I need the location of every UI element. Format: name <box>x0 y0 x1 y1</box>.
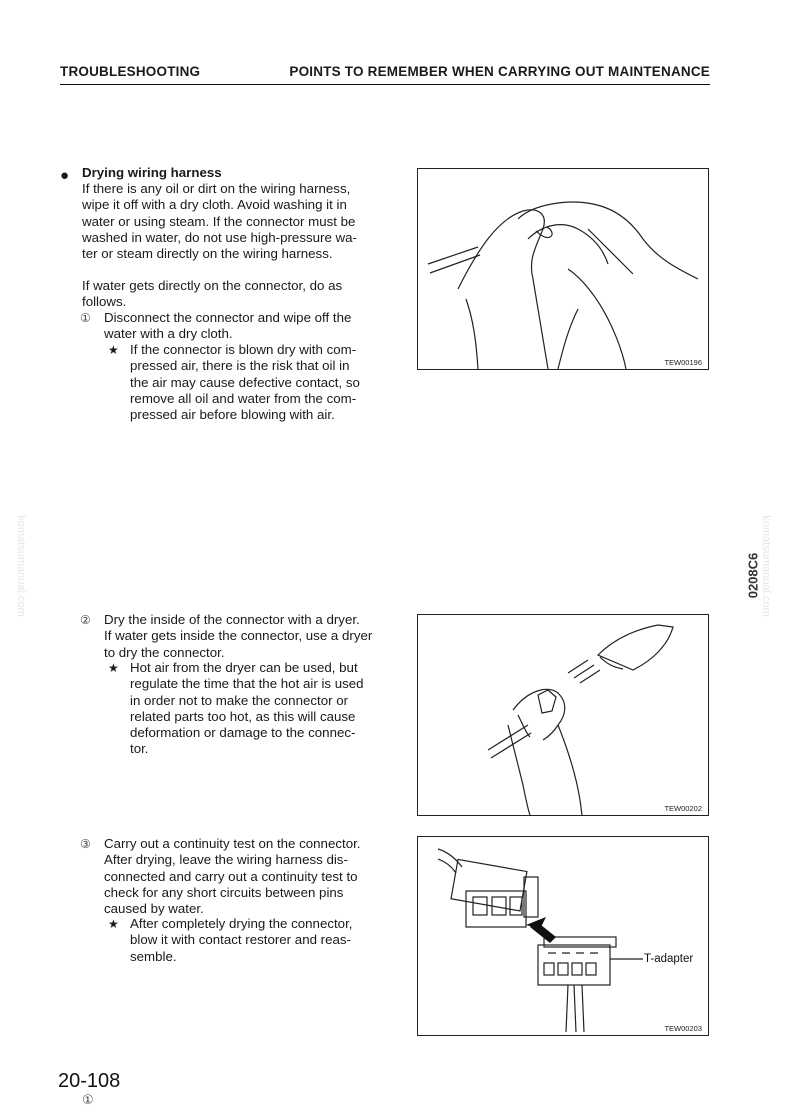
text-line: in order not to make the connector or <box>130 692 349 708</box>
text-line: pressed air, there is the risk that oil in <box>130 358 350 374</box>
figure-dry-connector <box>417 614 709 816</box>
text-line: caused by water. <box>104 901 204 917</box>
step-number-3: ③ <box>80 837 91 851</box>
text-line: If water gets directly on the connector, do as <box>82 278 343 293</box>
step-number-1: ① <box>80 311 91 325</box>
text-line: If there is any oil or dirt on the wiring harness, <box>82 181 351 196</box>
watermark-left: komatsumanual.com <box>14 515 27 617</box>
section-title: Drying wiring harness <box>82 165 222 180</box>
text-line: Disconnect the connector and wipe off the <box>104 310 352 325</box>
figure-code: TEW00202 <box>664 804 702 813</box>
text-line: to dry the connector. <box>104 644 225 660</box>
step-2-text <box>104 612 410 661</box>
text-line: water or using steam. If the connector must be <box>82 213 356 229</box>
step-number-2: ② <box>80 613 91 627</box>
text-line: deformation or damage to the connec- <box>130 725 356 741</box>
text-line: After completely drying the connector, <box>130 916 353 931</box>
text-line: semble. <box>130 948 177 964</box>
page-number: 20-108 <box>58 1070 121 1092</box>
star-icon: ★ <box>108 661 119 675</box>
step-3-text <box>104 836 410 917</box>
text-line: tor. <box>130 741 149 757</box>
text-line: After drying, leave the wiring harness dis- <box>104 852 348 868</box>
text-line: If water gets inside the connector, use a dryer <box>104 628 373 644</box>
text-line: pressed air before blowing with air. <box>130 407 335 423</box>
text-line: Hot air from the dryer can be used, but <box>130 660 358 675</box>
figure-code: TEW00196 <box>664 358 702 367</box>
revision-mark: ① <box>82 1092 94 1107</box>
intro-paragraph <box>82 181 388 262</box>
water-paragraph <box>82 278 388 311</box>
text-line: If the connector is blown dry with com- <box>130 342 357 357</box>
text-line: Dry the inside of the connector with a dryer. <box>104 612 360 627</box>
step-2-note <box>130 660 386 758</box>
text-line: water with a dry cloth. <box>104 326 233 342</box>
text-line: wipe it off with a dry cloth. Avoid washing it in <box>82 197 347 213</box>
figure-continuity-test <box>417 836 709 1036</box>
text-line: remove all oil and water from the com- <box>130 390 357 406</box>
hands-wiping-illustration <box>418 169 708 369</box>
dryer-illustration <box>418 615 708 815</box>
step-1-note <box>130 342 386 423</box>
star-icon: ★ <box>108 917 119 931</box>
text-line: the air may cause defective contact, so <box>130 374 360 390</box>
header-section-title: TROUBLESHOOTING <box>60 64 201 79</box>
text-line: regulate the time that the hot air is used <box>130 676 364 692</box>
bullet-icon: ● <box>60 167 70 184</box>
watermark-right: komatsumanual.com <box>759 515 772 617</box>
text-line: check for any short circuits between pins <box>104 884 344 900</box>
text-line: ter or steam directly on the wiring harness. <box>82 246 333 262</box>
t-adapter-illustration <box>418 837 708 1035</box>
t-adapter-label: T-adapter <box>644 953 694 965</box>
star-icon: ★ <box>108 343 119 357</box>
figure-wipe-connector <box>417 168 709 370</box>
text-line: Carry out a continuity test on the connector. <box>104 836 361 851</box>
step-3-note <box>130 916 386 965</box>
step-1-text <box>104 310 410 343</box>
text-line: related parts too hot, as this will cause <box>130 708 356 724</box>
text-line: washed in water, do not use high-pressure wa- <box>82 229 357 245</box>
page-header <box>60 64 710 85</box>
figure-code: TEW00203 <box>664 1024 702 1033</box>
text-line: follows. <box>82 294 127 310</box>
text-line: blow it with contact restorer and reas- <box>130 932 351 948</box>
document-code-text: 0208C6 <box>745 552 761 599</box>
header-topic-title: POINTS TO REMEMBER WHEN CARRYING OUT MAINTENANCE <box>289 64 710 79</box>
text-line: connected and carry out a continuity test to <box>104 868 358 884</box>
